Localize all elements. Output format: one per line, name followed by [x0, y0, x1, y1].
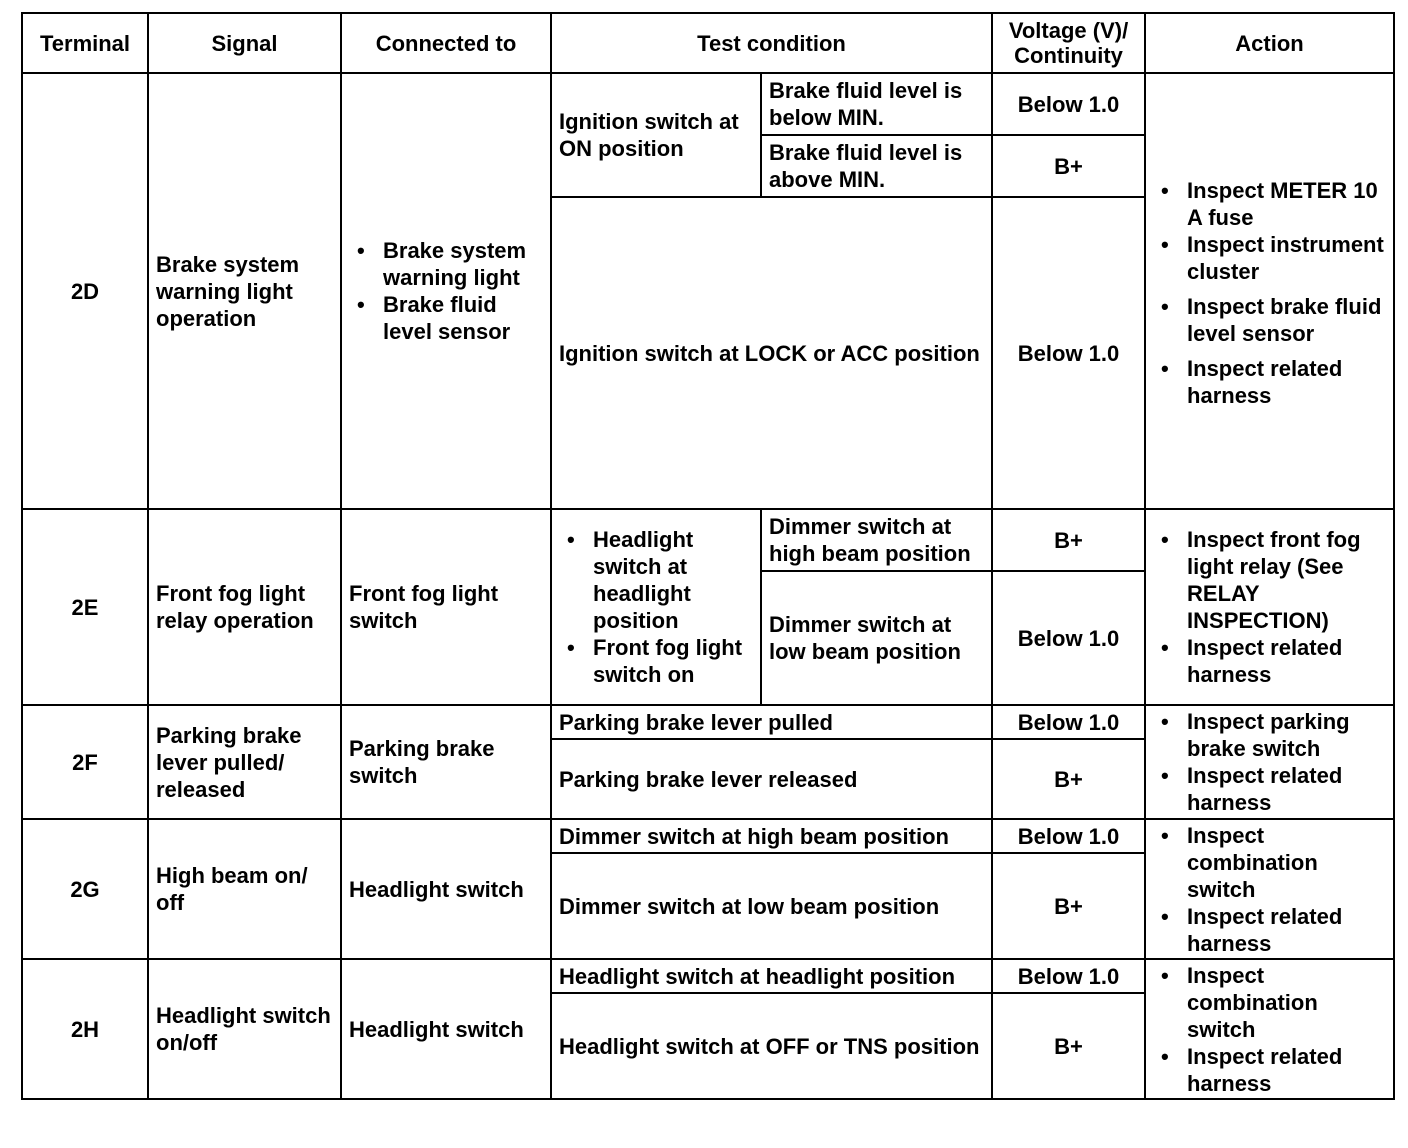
list-item: • Inspect related harness	[1153, 355, 1386, 409]
connected-cell	[341, 73, 551, 509]
list-item: • Inspect METER 10 A fuse	[1153, 177, 1386, 231]
condition-cell: Brake fluid level is below MIN.	[761, 73, 992, 135]
header-voltage-line1: Voltage (V)/	[1008, 18, 1129, 43]
list-item: • Inspect combination switch	[1153, 962, 1386, 1043]
signal-cell: Parking brake lever pulled/ released	[148, 705, 341, 819]
header-terminal: Terminal	[22, 13, 148, 73]
voltage-cell: Below 1.0	[992, 959, 1145, 993]
connected-cell: Parking brake switch	[341, 705, 551, 819]
list-item: • Brake system warning light	[349, 237, 543, 291]
table-row-2g	[22, 819, 1394, 853]
list-item: • Inspect related harness	[1153, 1043, 1386, 1097]
condition-cell: Dimmer switch at low beam position	[761, 571, 992, 705]
signal-cell: Front fog light relay operation	[148, 509, 341, 705]
table-row-2f	[22, 705, 1394, 739]
list-item: • Headlight switch at headlight position	[559, 526, 753, 634]
action-cell	[1145, 73, 1394, 509]
action-cell	[1145, 705, 1394, 819]
action-list	[1153, 708, 1386, 816]
list-item: • Inspect instrument cluster	[1153, 231, 1386, 285]
table-row-2d	[22, 73, 1394, 135]
table-row-2h	[22, 959, 1394, 993]
signal-cell: Brake system warning light operation	[148, 73, 341, 509]
voltage-cell: B+	[992, 739, 1145, 819]
condition-cell: Headlight switch at OFF or TNS position	[551, 993, 992, 1099]
connected-list	[349, 237, 543, 345]
list-item: • Inspect parking brake switch	[1153, 708, 1386, 762]
condition-list	[559, 526, 753, 688]
voltage-cell: B+	[992, 509, 1145, 571]
condition-group-cell: Ignition switch at ON position	[551, 73, 761, 197]
list-item: • Inspect brake fluid level sensor	[1153, 293, 1386, 347]
voltage-cell: B+	[992, 135, 1145, 197]
connected-cell: Headlight switch	[341, 819, 551, 959]
terminal-cell: 2H	[22, 959, 148, 1099]
voltage-cell: Below 1.0	[992, 571, 1145, 705]
connected-cell: Front fog light switch	[341, 509, 551, 705]
header-test-condition: Test condition	[551, 13, 992, 73]
action-list	[1153, 962, 1386, 1097]
condition-group-cell	[551, 509, 761, 705]
condition-cell: Dimmer switch at high beam position	[761, 509, 992, 571]
terminal-cell: 2F	[22, 705, 148, 819]
action-cell	[1145, 509, 1394, 705]
voltage-cell: Below 1.0	[992, 705, 1145, 739]
list-item: • Inspect related harness	[1153, 634, 1386, 688]
terminal-cell: 2E	[22, 509, 148, 705]
action-cell	[1145, 819, 1394, 959]
list-item: • Brake fluid level sensor	[349, 291, 543, 345]
terminal-inspection-table	[21, 12, 1395, 1100]
voltage-cell: Below 1.0	[992, 197, 1145, 509]
list-item: • Inspect related harness	[1153, 903, 1386, 957]
terminal-cell: 2G	[22, 819, 148, 959]
header-connected-to: Connected to	[341, 13, 551, 73]
condition-cell: Dimmer switch at low beam position	[551, 853, 992, 959]
voltage-cell: B+	[992, 853, 1145, 959]
header-voltage	[992, 13, 1145, 73]
header-voltage-line2: Continuity	[1014, 43, 1123, 68]
action-list	[1153, 177, 1386, 409]
connected-cell: Headlight switch	[341, 959, 551, 1099]
list-item: • Inspect combination switch	[1153, 822, 1386, 903]
terminal-cell: 2D	[22, 73, 148, 509]
condition-cell: Brake fluid level is above MIN.	[761, 135, 992, 197]
voltage-cell: Below 1.0	[992, 819, 1145, 853]
list-item: • Front fog light switch on	[559, 634, 753, 688]
header-action: Action	[1145, 13, 1394, 73]
condition-cell: Parking brake lever pulled	[551, 705, 992, 739]
signal-cell: Headlight switch on/off	[148, 959, 341, 1099]
table-row-2e	[22, 509, 1394, 571]
header-signal: Signal	[148, 13, 341, 73]
signal-cell: High beam on/ off	[148, 819, 341, 959]
condition-cell: Headlight switch at headlight position	[551, 959, 992, 993]
action-cell	[1145, 959, 1394, 1099]
condition-cell: Ignition switch at LOCK or ACC position	[551, 197, 992, 509]
condition-cell: Dimmer switch at high beam position	[551, 819, 992, 853]
header-row	[22, 13, 1394, 73]
list-item: • Inspect front fog light relay (See RELAY INSPECTION)	[1153, 526, 1386, 634]
voltage-cell: Below 1.0	[992, 73, 1145, 135]
condition-cell: Parking brake lever released	[551, 739, 992, 819]
voltage-cell: B+	[992, 993, 1145, 1099]
action-list	[1153, 822, 1386, 957]
list-item: • Inspect related harness	[1153, 762, 1386, 816]
action-list	[1153, 526, 1386, 688]
